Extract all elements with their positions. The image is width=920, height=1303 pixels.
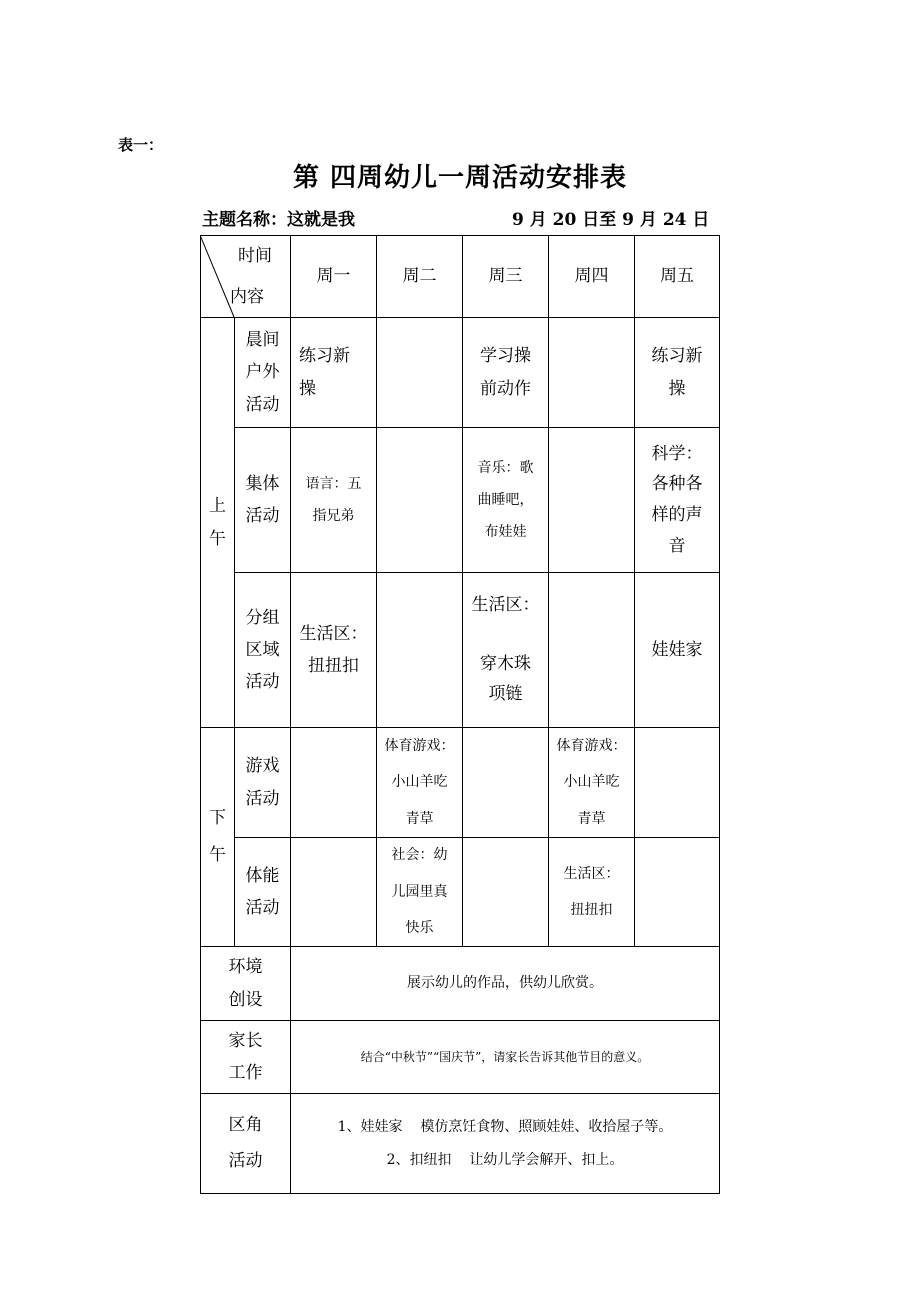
cell-outdoor-wed: 学习操 前动作 <box>480 346 531 399</box>
corner-label: 区角 活动 <box>228 1114 263 1171</box>
cell-group-wed: 音乐：歌 曲睡吧， 布娃娃 <box>477 459 534 541</box>
page-title: 第 四周幼儿一周活动安排表 <box>292 163 628 193</box>
activity-name-physical: 体能 活动 <box>245 865 280 918</box>
theme-name: 主题名称：这就是我 <box>202 210 355 230</box>
corner-line-2: 2、扣纽扣 让幼儿学会解开、扣上。 <box>386 1151 624 1168</box>
grid-line <box>719 235 720 1193</box>
day-header-mon: 周一 <box>316 266 351 287</box>
table-label: 表一： <box>118 136 164 154</box>
cell-area-wed: 生活区： 穿木珠 项链 <box>471 594 540 704</box>
day-header-thu: 周四 <box>574 266 609 287</box>
day-header-tue: 周二 <box>402 266 437 287</box>
cell-physical-thu: 生活区： 扭扭扣 <box>563 865 620 918</box>
activity-name-group: 集体 活动 <box>245 473 280 526</box>
environment-label: 环境 创设 <box>228 957 263 1010</box>
period-morning: 上 午 <box>209 496 226 549</box>
environment-text: 展示幼儿的作品，供幼儿欣赏。 <box>407 975 603 992</box>
cell-group-mon: 语言：五 指兄弟 <box>305 475 362 524</box>
header-content-label: 内容 <box>230 286 264 307</box>
day-header-wed: 周三 <box>488 266 523 287</box>
activity-name-game: 游戏 活动 <box>245 756 280 809</box>
header-time-label: 时间 <box>238 245 272 266</box>
cell-area-mon: 生活区： 扭扭扣 <box>299 623 368 676</box>
parents-label: 家长 工作 <box>228 1030 263 1083</box>
cell-area-fri: 娃娃家 <box>651 639 703 660</box>
corner-text <box>291 1094 719 1193</box>
day-header-fri: 周五 <box>660 266 694 287</box>
cell-group-fri: 科学： 各种各 样的声 音 <box>651 443 703 556</box>
grid-line <box>234 837 720 838</box>
corner-line-1: 1、娃娃家 模仿烹饪食物、照顾娃娃、收拾屋子等。 <box>337 1119 673 1136</box>
grid-line <box>200 1193 720 1194</box>
cell-game-thu: 体育游戏： 小山羊吃 青草 <box>556 737 627 827</box>
date-range: 9 月 20 日至 9 月 24 日 <box>512 210 710 230</box>
cell-outdoor-mon: 练习新 操 <box>299 346 350 399</box>
activity-name-morning-outdoor: 晨间 户外 活动 <box>245 330 280 415</box>
activity-name-area: 分组 区域 活动 <box>245 607 280 693</box>
period-afternoon: 下 午 <box>209 807 226 865</box>
cell-physical-tue: 社会：幼 儿园里真 快乐 <box>391 847 448 937</box>
cell-game-tue: 体育游戏： 小山羊吃 青草 <box>384 737 455 827</box>
cell-outdoor-fri: 练习新 操 <box>651 346 703 399</box>
parents-text: 结合“中秋节”“国庆节”，请家长告诉其他节目的意义。 <box>360 1049 650 1064</box>
